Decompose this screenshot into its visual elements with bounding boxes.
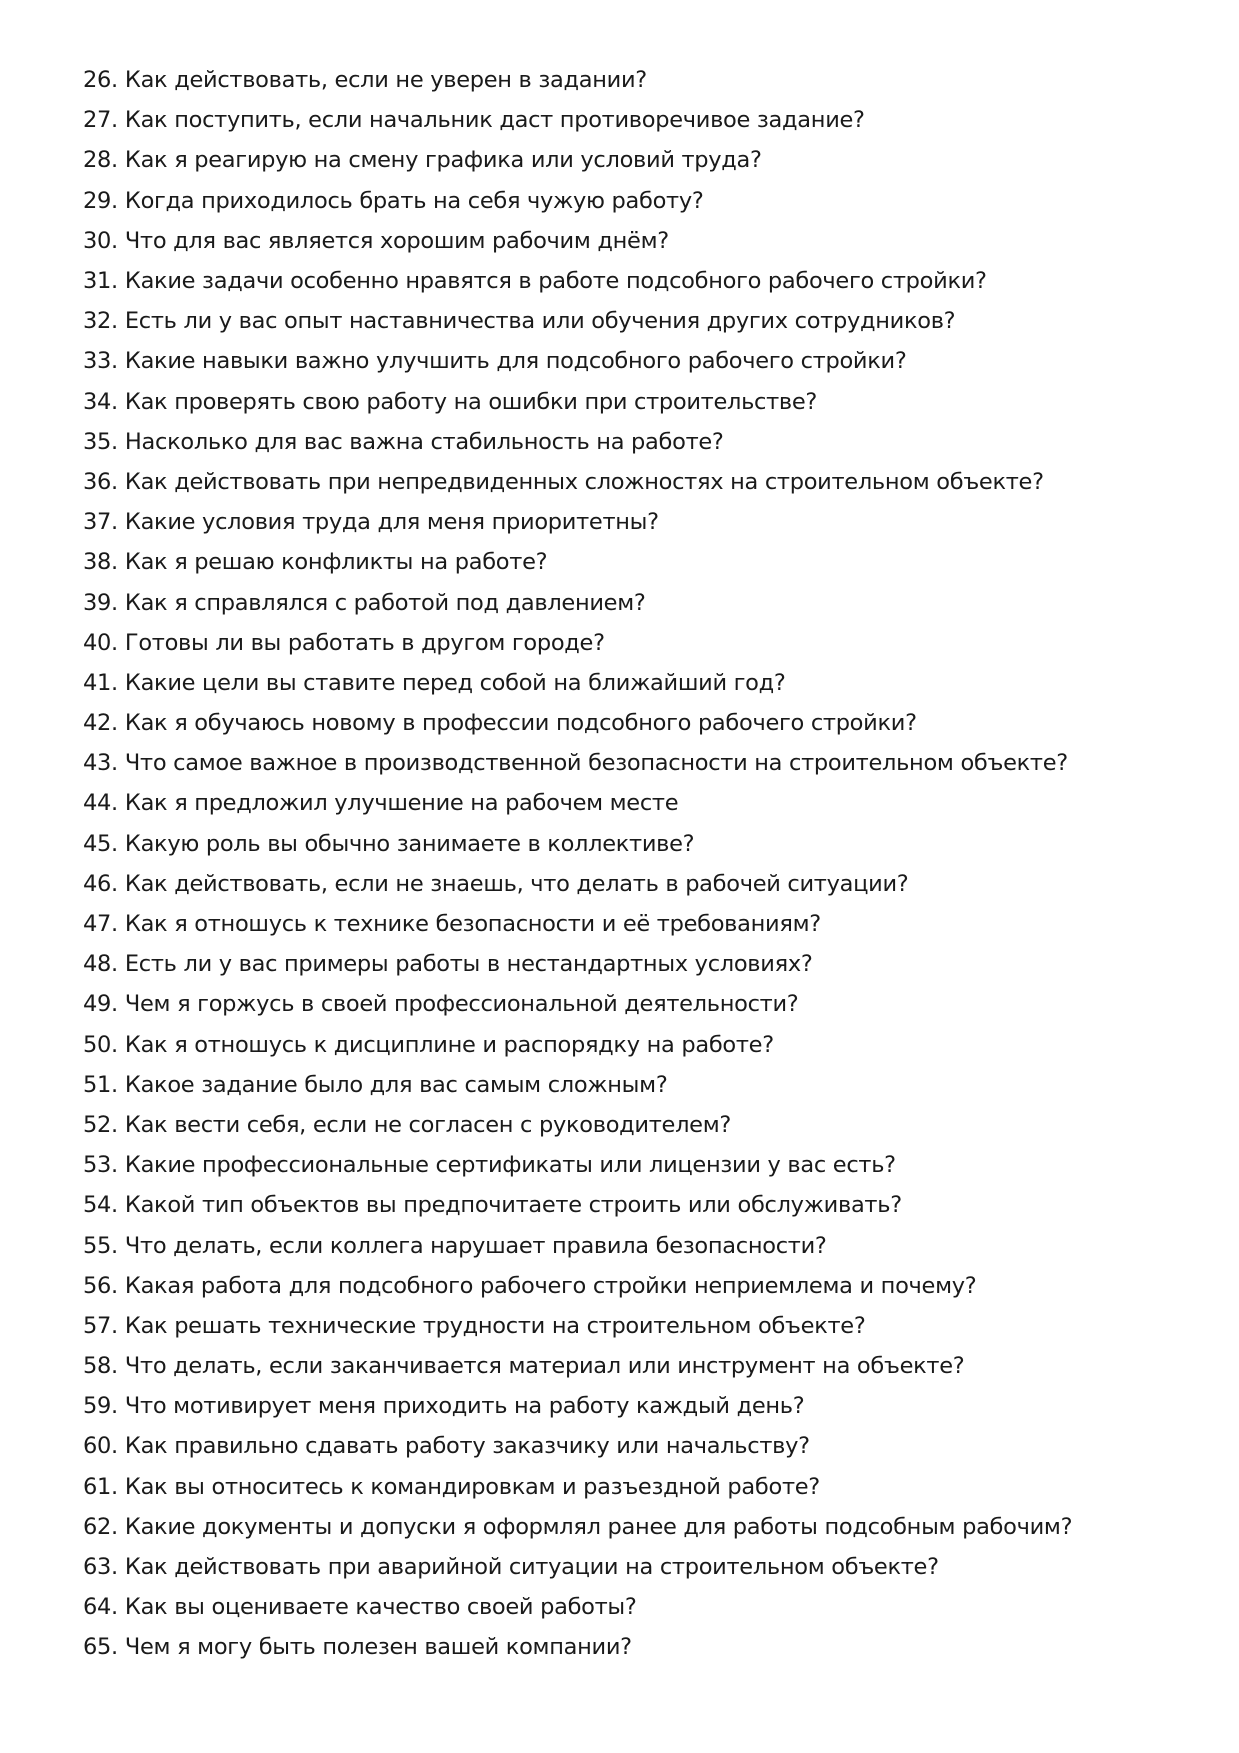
question-item xyxy=(83,783,1203,823)
question-item xyxy=(83,1587,1203,1627)
question-text: Как я справлялся с работой под давлением? xyxy=(124,589,646,616)
question-text: Как вы оцениваете качество своей работы? xyxy=(124,1594,637,1621)
question-item xyxy=(83,542,1203,582)
question-item xyxy=(83,382,1203,422)
question-number: 40. xyxy=(83,629,118,656)
question-number: 35. xyxy=(83,428,118,455)
question-text: Какую роль вы обычно занимаете в коллективе? xyxy=(124,830,695,857)
question-number: 60. xyxy=(83,1433,118,1460)
question-item xyxy=(83,904,1203,944)
question-text: Что мотивирует меня приходить на работу каждый день? xyxy=(124,1393,805,1420)
question-text: Чем я могу быть полезен вашей компании? xyxy=(124,1634,632,1661)
question-number: 46. xyxy=(83,870,118,897)
question-item xyxy=(83,1306,1203,1346)
question-item xyxy=(83,582,1203,622)
question-list xyxy=(83,60,1203,1668)
question-number: 56. xyxy=(83,1272,118,1299)
question-number: 33. xyxy=(83,348,118,375)
question-text: Как я реагирую на смену графика или условий труда? xyxy=(124,147,762,174)
question-item xyxy=(83,261,1203,301)
question-text: Что делать, если заканчивается материал или инструмент на объекте? xyxy=(124,1353,965,1380)
question-item xyxy=(83,100,1203,140)
question-number: 50. xyxy=(83,1031,118,1058)
question-text: Какие профессиональные сертификаты или лицензии у вас есть? xyxy=(124,1152,896,1179)
question-item xyxy=(83,663,1203,703)
question-item xyxy=(83,341,1203,381)
question-number: 58. xyxy=(83,1353,118,1380)
question-number: 37. xyxy=(83,509,118,536)
question-number: 31. xyxy=(83,268,118,295)
question-text: Как решать технические трудности на строительном объекте? xyxy=(124,1312,866,1339)
question-item xyxy=(83,944,1203,984)
question-number: 32. xyxy=(83,308,118,335)
question-text: Как вы относитесь к командировкам и разъездной работе? xyxy=(124,1473,820,1500)
question-item xyxy=(83,1467,1203,1507)
question-text: Как я отношусь к технике безопасности и её требованиям? xyxy=(124,911,821,938)
question-item xyxy=(83,864,1203,904)
question-text: Какой тип объектов вы предпочитаете строить или обслуживать? xyxy=(124,1192,902,1219)
question-text: Как я отношусь к дисциплине и распорядку на работе? xyxy=(124,1031,774,1058)
question-text: Какие условия труда для меня приоритетны? xyxy=(124,509,659,536)
question-number: 57. xyxy=(83,1312,118,1339)
question-item xyxy=(83,1386,1203,1426)
question-number: 45. xyxy=(83,830,118,857)
question-item xyxy=(83,1105,1203,1145)
question-text: Какая работа для подсобного рабочего стройки неприемлема и почему? xyxy=(124,1272,977,1299)
question-item xyxy=(83,1507,1203,1547)
question-item xyxy=(83,984,1203,1024)
question-item xyxy=(83,1346,1203,1386)
question-item xyxy=(83,462,1203,502)
question-number: 36. xyxy=(83,468,118,495)
question-text: Какие навыки важно улучшить для подсобного рабочего стройки? xyxy=(124,348,907,375)
question-text: Как я решаю конфликты на работе? xyxy=(124,549,548,576)
question-item xyxy=(83,703,1203,743)
question-item xyxy=(83,1145,1203,1185)
question-number: 52. xyxy=(83,1111,118,1138)
question-number: 53. xyxy=(83,1152,118,1179)
question-number: 48. xyxy=(83,951,118,978)
question-text: Как я предложил улучшение на рабочем месте xyxy=(124,790,679,817)
question-item xyxy=(83,743,1203,783)
question-text: Что для вас является хорошим рабочим днём? xyxy=(124,227,669,254)
question-number: 42. xyxy=(83,710,118,737)
question-item xyxy=(83,221,1203,261)
question-item xyxy=(83,422,1203,462)
question-item xyxy=(83,1185,1203,1225)
question-number: 61. xyxy=(83,1473,118,1500)
question-item xyxy=(83,140,1203,180)
question-number: 59. xyxy=(83,1393,118,1420)
question-text: Как проверять свою работу на ошибки при строительстве? xyxy=(124,388,818,415)
question-number: 51. xyxy=(83,1071,118,1098)
question-number: 64. xyxy=(83,1594,118,1621)
question-number: 29. xyxy=(83,187,118,214)
question-item xyxy=(83,60,1203,100)
question-number: 30. xyxy=(83,227,118,254)
question-text: Какие цели вы ставите перед собой на ближайший год? xyxy=(124,669,786,696)
question-number: 34. xyxy=(83,388,118,415)
question-item xyxy=(83,1266,1203,1306)
question-number: 55. xyxy=(83,1232,118,1259)
question-item xyxy=(83,623,1203,663)
question-text: Чем я горжусь в своей профессиональной деятельности? xyxy=(124,991,799,1018)
question-item xyxy=(83,181,1203,221)
question-number: 54. xyxy=(83,1192,118,1219)
question-item xyxy=(83,1627,1203,1667)
question-item xyxy=(83,1065,1203,1105)
question-number: 27. xyxy=(83,107,118,134)
question-item xyxy=(83,824,1203,864)
question-item xyxy=(83,1025,1203,1065)
question-item xyxy=(83,502,1203,542)
question-number: 49. xyxy=(83,991,118,1018)
question-number: 62. xyxy=(83,1513,118,1540)
question-number: 43. xyxy=(83,750,118,777)
question-number: 39. xyxy=(83,589,118,616)
question-text: Как действовать при непредвиденных сложностях на строительном объекте? xyxy=(124,468,1044,495)
question-text: Какое задание было для вас самым сложным? xyxy=(124,1071,668,1098)
question-text: Насколько для вас важна стабильность на работе? xyxy=(124,428,724,455)
question-text: Когда приходилось брать на себя чужую работу? xyxy=(124,187,704,214)
question-text: Как поступить, если начальник даст противоречивое задание? xyxy=(124,107,865,134)
question-text: Как вести себя, если не согласен с руководителем? xyxy=(124,1111,732,1138)
question-number: 28. xyxy=(83,147,118,174)
question-text: Как действовать при аварийной ситуации на строительном объекте? xyxy=(124,1554,939,1581)
question-item xyxy=(83,1547,1203,1587)
question-number: 41. xyxy=(83,669,118,696)
question-item xyxy=(83,1426,1203,1466)
question-text: Как действовать, если не знаешь, что делать в рабочей ситуации? xyxy=(124,870,909,897)
question-number: 26. xyxy=(83,67,118,94)
question-text: Как правильно сдавать работу заказчику или начальству? xyxy=(124,1433,810,1460)
question-text: Что делать, если коллега нарушает правила безопасности? xyxy=(124,1232,827,1259)
question-text: Как я обучаюсь новому в профессии подсобного рабочего стройки? xyxy=(124,710,917,737)
question-number: 63. xyxy=(83,1554,118,1581)
question-text: Есть ли у вас опыт наставничества или обучения других сотрудников? xyxy=(124,308,956,335)
question-item xyxy=(83,1225,1203,1265)
question-text: Что самое важное в производственной безопасности на строительном объекте? xyxy=(124,750,1068,777)
question-number: 38. xyxy=(83,549,118,576)
question-number: 65. xyxy=(83,1634,118,1661)
question-text: Готовы ли вы работать в другом городе? xyxy=(124,629,605,656)
question-text: Есть ли у вас примеры работы в нестандартных условиях? xyxy=(124,951,813,978)
question-text: Какие задачи особенно нравятся в работе подсобного рабочего стройки? xyxy=(124,268,987,295)
question-text: Как действовать, если не уверен в задании? xyxy=(124,67,647,94)
question-text: Какие документы и допуски я оформлял ранее для работы подсобным рабочим? xyxy=(124,1513,1073,1540)
question-number: 47. xyxy=(83,911,118,938)
question-item xyxy=(83,301,1203,341)
question-number: 44. xyxy=(83,790,118,817)
